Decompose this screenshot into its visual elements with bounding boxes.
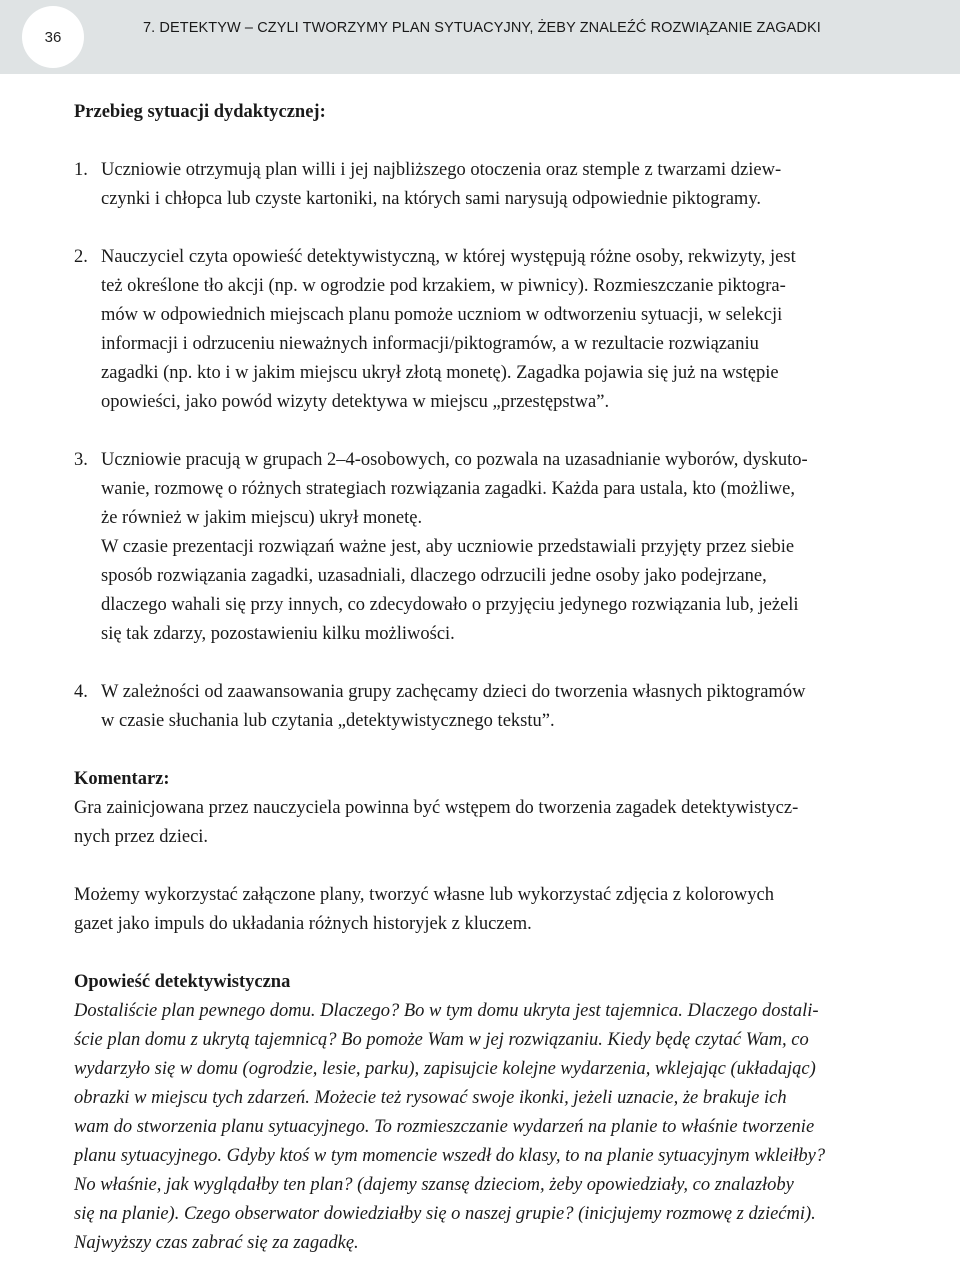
comment-paragraph-2 [74, 881, 872, 939]
header-bar [0, 0, 960, 74]
section-heading: Przebieg sytuacji dydaktycznej: [74, 102, 326, 122]
text-line: też określone tło akcji (np. w ogrodzie pod krzakiem, w piwnicy). Rozmieszczanie piktogra- [101, 276, 786, 296]
text-line: opowieści, jako powód wizyty detektywa w miejscu „przestępstwa”. [101, 392, 610, 412]
text-line: obrazki w miejscu tych zdarzeń. Możecie też rysować swoje ikonki, jeżeli uznacie, że brakuje ich [74, 1088, 787, 1108]
text-line: planu sytuacyjnego. Gdyby ktoś w tym momencie wszedł do klasy, to na planie sytuacyjnym wkleiłby? [74, 1146, 826, 1166]
text-line: się tak zdarzy, pozostawieniu kilku możliwości. [101, 624, 455, 644]
text-line: Gra zainicjowana przez nauczyciela powinna być wstępem do tworzenia zagadek detektywistycz- [74, 798, 799, 818]
list-item-text [101, 156, 872, 214]
list-item-number: 4. [74, 682, 88, 702]
list-item-4 [74, 678, 872, 736]
comment-heading: Komentarz: [74, 769, 170, 789]
text-line: wanie, rozmowę o różnych strategiach rozwiązania zagadki. Każda para ustala, kto (możliwe, [101, 479, 795, 499]
text-line: W zależności od zaawansowania grupy zachęcamy dzieci do tworzenia własnych piktogramów [101, 682, 806, 702]
text-line: Nauczyciel czyta opowieść detektywistyczną, w której występują różne osoby, rekwizyty, jest [101, 247, 796, 267]
text-line: Możemy wykorzystać załączone plany, tworzyć własne lub wykorzystać zdjęcia z kolorowych [74, 885, 774, 905]
list-item-number: 3. [74, 450, 88, 470]
text-line: W czasie prezentacji rozwiązań ważne jest, aby uczniowie przedstawiali przyjęty przez siebie [101, 537, 795, 557]
story-heading: Opowieść detektywistyczna [74, 972, 291, 992]
text-line: mów w odpowiednich miejscach planu pomoże uczniom w odtworzeniu sytuacji, w selekcji [101, 305, 783, 325]
text-line: Dostaliście plan pewnego domu. Dlaczego? Bo w tym domu ukryta jest tajemnica. Dlaczego dostali- [74, 1001, 819, 1021]
text-line: Najwyższy czas zabrać się za zagadkę. [74, 1233, 359, 1253]
list-item-number: 1. [74, 160, 88, 180]
text-line: się na planie). Czego obserwator dowiedziałby się o naszej grupie? (inicjujemy rozmowę z dziećmi). [74, 1204, 816, 1224]
text-line: No właśnie, jak wyglądałby ten plan? (dajemy szansę dzieciom, żeby opowiedziały, co znalazłoby [74, 1175, 794, 1195]
list-item-text [101, 446, 872, 649]
page-number: 36 [22, 6, 84, 68]
text-line: Uczniowie pracują w grupach 2–4-osobowych, co pozwala na uzasadnianie wyborów, dyskuto- [101, 450, 808, 470]
text-line: nych przez dzieci. [74, 827, 209, 847]
text-line: sposób rozwiązania zagadki, uzasadniali, dlaczego odrzucili jedne osoby jako podejrzane, [101, 566, 767, 586]
comment-paragraph-1 [74, 794, 872, 852]
text-line: czynki i chłopca lub czyste kartoniki, na których sami narysują odpowiednie piktogramy. [101, 189, 761, 209]
text-line: Uczniowie otrzymują plan willi i jej najbliższego otoczenia oraz stemple z twarzami dziew- [101, 160, 782, 180]
text-line: zagadki (np. kto i w jakim miejscu ukrył złotą monetę). Zagadka pojawia się już na wstępie [101, 363, 779, 383]
list-item-1 [74, 156, 872, 214]
text-line: w czasie słuchania lub czytania „detektywistycznego tekstu”. [101, 711, 555, 731]
text-line: wam do stworzenia planu sytuacyjnego. To rozmieszczanie wydarzeń na planie to właśnie tworzenie [74, 1117, 815, 1137]
text-line: informacji i odrzuceniu nieważnych informacji/piktogramów, a w rezultacie rozwiązaniu [101, 334, 759, 354]
text-line: że również w jakim miejscu) ukrył monetę. [101, 508, 423, 528]
text-line: wydarzyło się w domu (ogrodzie, lesie, parku), zapisujcie kolejne wydarzenia, wklejając (układając) [74, 1059, 816, 1079]
page-content [74, 98, 872, 1258]
list-item-number: 2. [74, 247, 88, 267]
story-text [74, 997, 872, 1258]
text-line: gazet jako impuls do układania różnych historyjek z kluczem. [74, 914, 532, 934]
list-item-3 [74, 446, 872, 649]
list-item-text [101, 243, 872, 417]
list-item-2 [74, 243, 872, 417]
text-line: dlaczego wahali się przy innych, co zdecydowało o przyjęciu jedynego rozwiązania lub, jeżeli [101, 595, 799, 615]
text-line: ście plan domu z ukrytą tajemnicą? Bo pomoże Wam w jej rozwiązaniu. Kiedy będę czytać Wam, co [74, 1030, 809, 1050]
chapter-title: 7. DETEKTYW – CZYLI TWORZYMY PLAN SYTUACYJNY, ŻEBY ZNALEŹĆ ROZWIĄZANIE ZAGADKI [143, 20, 821, 36]
list-item-text [101, 678, 872, 736]
